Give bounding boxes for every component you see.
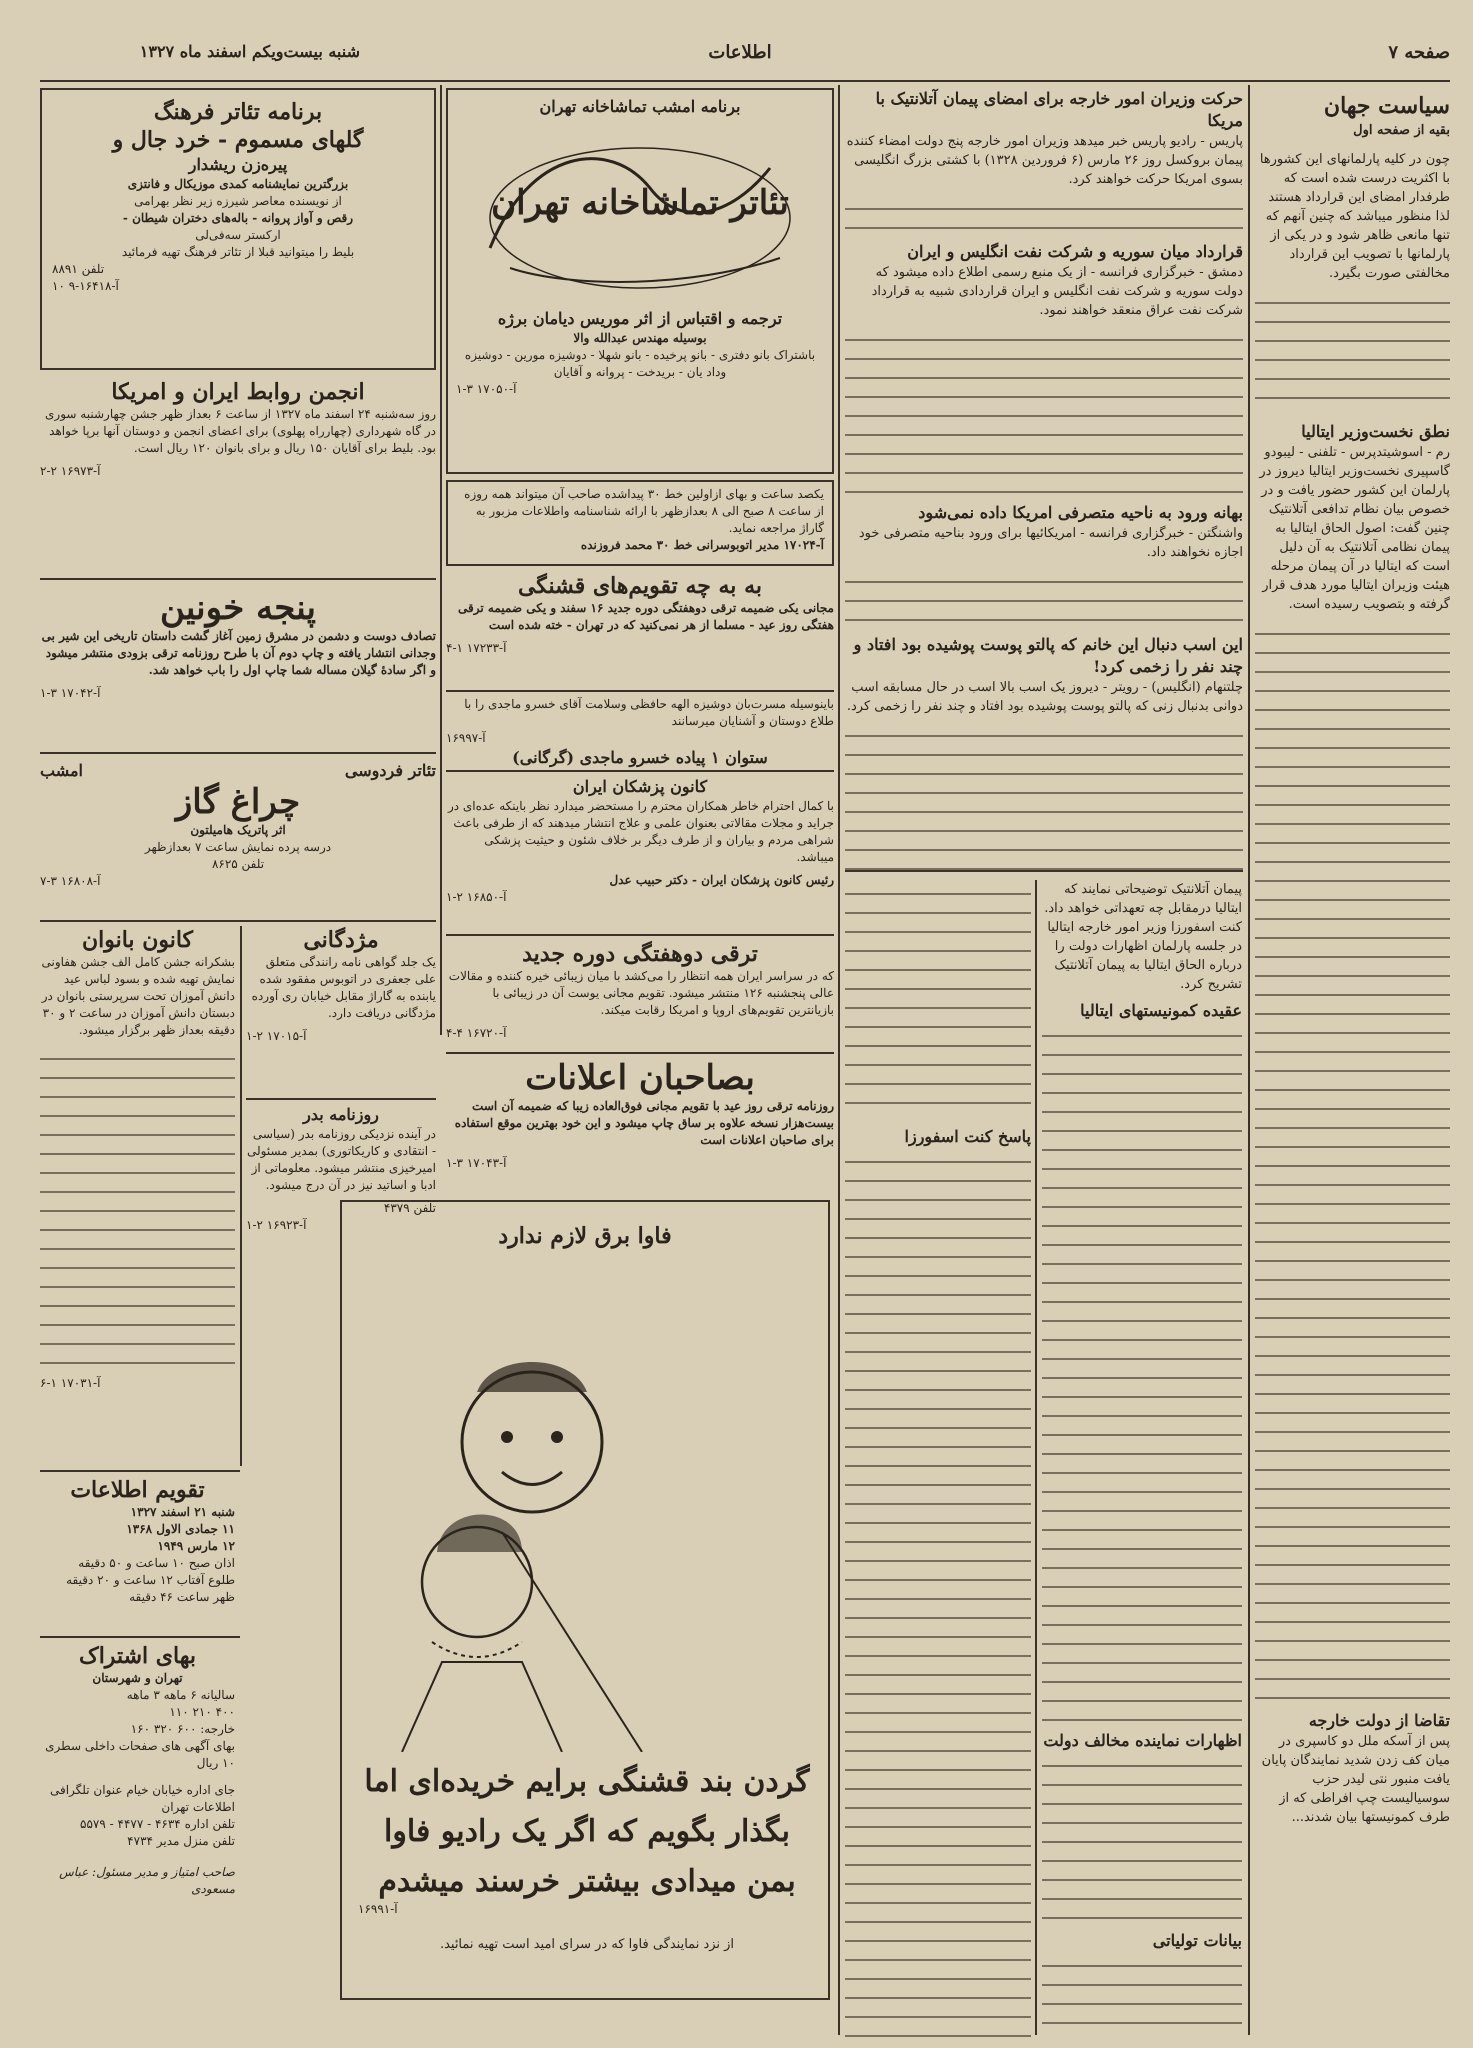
taraqqi-biweekly-ad [446,940,834,1042]
notice-code: آ-۱۷۰۱۵ ۲-۱ [246,1029,307,1043]
ad-footer: از نزد نمایندگی فاوا که در سرای امید است تهیه نمائید. [439,1937,735,1952]
theater-name: تئاتر فردوسی [344,761,436,780]
article-heading: عقیده کمونیستهای ایتالیا [1080,1001,1242,1020]
notice-text: بشکرانه جشن کامل الف جشن هفاونی نمایش تهیه شده و بسود لباس عید دانش آموزان تحت سرپرستی بانوان در دبستان دانش آموزان در ساعت ۲ و ۳۰ دقیقه بعداز ظهر برگزار میشود. [41,955,235,1037]
text-filler [845,568,1243,628]
column-title: سیاست جهان [1323,93,1450,119]
calendar-row: طلوع آفتاب ۱۲ ساعت و ۲۰ دقیقه [66,1573,235,1587]
news-text-1: پاریس - رادیو پاریس خبر میدهد وزیران امور خارجه پنج دولت امضاء کننده پیمان بروکسل روز ۲۶ مارس (۶ فروردین ۱۳۲۸) با کشتی بزرگ انگلیسی بسوی امریکا حرکت خواهند کرد. [846,134,1243,187]
play-code: آ-۱۶۸۰۸ ۳-۷ [40,874,101,888]
ad-title: برنامه تئاتر فرهنگ [153,99,323,125]
office-phones: تلفن اداره ۴۶۳۴ - ۴۴۷۷ - ۵۵۷۹ [80,1817,235,1831]
notice-code: آ-۱۶۸۵۰ ۲-۱ [446,890,507,904]
text-filler [845,326,1243,496]
play-time: درسه پرده نمایش ساعت ۷ بعدازظهر [144,840,332,854]
ad-cast: باشتراک بانو دفتری - بانو پرخیده - بانو شهلا - دوشیزه مورین - دوشیزه وداد یان - بریدخت - پروانه و آقایان [464,348,816,379]
notice-signature: رئیس کانون پزشکان ایران - دکتر حبیب عدل [609,873,834,887]
calendar-row: ظهر ساعت ۴۶ دقیقه [129,1590,235,1604]
section-text-2: پس از آسکه ملل دو کاسپری در میان کف زدن شدید نمایندگان پایان یافت منبور نتی لیدر حزب سوسیالیست چپ افراطی که از طرف کمونیستها بیان شدند... [1261,1734,1450,1825]
ad-line: ارکستر سه‌فی‌لی [195,228,281,242]
ferdowsi-theater-ad [40,760,436,890]
intro-text: چون در کلیه پارلمانهای این کشورها با اکثریت درست شده است که طرفدار امضای این قرارداد هستند لذا منظور میباشد که چنین آنهم که تنها مانعی ظاهر شود و در یکی از پارلمانها با تصویب این قرارداد مخالفتی صورت بگیرد. [1259,152,1450,281]
doctors-society-notice [446,776,834,906]
notice-title: انجمن روابط ایران و امریکا [111,379,365,405]
article-text: پیمان آتلانتیک توضیحاتی نمایند که ایتالیا درمقابل چه تعهداتی خواهد داد. کنت اسفورزا وزیر امور خارجه ایتالیا در جلسه پارلمان اظهارات دولت را درباره الحاق ایتالیا به پیمان آتلانتیک تشریح کرد. [1044,882,1242,992]
logo-text: تئاتر تماشاخانه تهران [491,183,789,223]
advertisers-notice [446,1058,834,1172]
ad-text: مجانی یکی ضمیمه ترقی دوهفتگی دوره جدید ۱۶ سفند و یکی ضمیمه ترقی هفتگی روز عید - مسلما از هر نمی‌کنید که در تهران - خته شده است [458,601,834,632]
column-subtitle: بقیه از صفحه اول [1353,123,1450,138]
ad-title: ترقی دوهفتگی دوره جدید [522,941,758,967]
notice-text: با کمال احترام خاطر همکاران محترم را مستحضر میدارد نظر باینکه عده‌ای در جراید و مجلات مقالاتی بعنوان علمی و علاج انتشار میدهند که از طرفی باعث شراهی مردم و بیاران و از طرف دیگر بر خلاف شئون و حیثیت پزشکی میباشد. [447,799,834,864]
ad-line: بزرگترین نمایشنامه کمدی موزیکال و فانتزی [127,177,349,191]
page-number: صفحه ۷ [1388,42,1450,63]
ad-line: پیره‌زن ریشدار [188,155,288,174]
calendar-row: شنبه ۲۱ اسفند ۱۳۲۷ [130,1505,235,1519]
publisher-signature: صاحب امتیاز و مدیر مسئول: عباس مسعودی [59,1865,235,1896]
news-text-2: دمشق - خبرگزاری فرانسه - از یک منبع رسمی اطلاع داده میشود که دولت سوریه و شرکت نفت انگلیس و ایران قراردادی شبیه به قرارداد شرکت نفت عراق منعقد خواهند نمود. [871,265,1243,318]
text-filler [1042,1022,1242,1722]
notice-text: روز سه‌شنبه ۲۴ اسفند ماه ۱۳۲۷ از ساعت ۶ بعداز ظهر جشن چهارشنبه سوری در گاه شهرداری (چهارراه پهلوی) برای اعضای انجمن و دوستان آنها برپا خواهد بود. بلیط برای آقایان ۱۵۰ ریال و برای بانوان ۱۲۰ ریال است. [45,407,436,455]
text-filler [845,722,1243,872]
notice-title: کانون پزشکان ایران [572,777,708,796]
wedding-code: آ-۱۶۹۹۷ [446,731,486,745]
farhang-theater-ad [40,88,436,370]
italy-communists-article [1042,880,1242,2032]
calendar-row: اذان صبح ۱۰ ساعت و ۵۰ دقیقه [78,1556,235,1570]
women-club-notice [40,926,235,1392]
section-heading: نطق نخست‌وزیر ایتالیا [1301,422,1450,441]
ad-main-line-3: بمن میدادی بیشتر خرسند میشدم [378,1864,796,1899]
text-filler [845,880,1031,1120]
text-filler [1255,620,1450,1700]
ad-main-line-1: گردن بند قشنگی برایم خریده‌ای اما [364,1764,810,1799]
subscription-row: ۴۰۰ ۲۱۰ ۱۱۰ [169,1705,235,1719]
notice-code: آ-۱۷۰۲۴ مدیر اتوبوسرانی خط ۳۰ محمد فروزنده [580,538,824,552]
news-headline-4: این اسب دنبال این خانم که پالتو پوست پوشیده بود افتاد و چند نفر را زخمی کرد! [853,635,1243,676]
subscription-subtitle: تهران و شهرستان [92,1671,183,1685]
play-title: چراغ گاز [175,782,301,822]
ad-line: بلیط را میتوانید قبلا از تئاتر فرهنگ تهیه فرمائید [121,245,355,259]
news-text-4: چلتنهام (انگلیس) - رویتر - دیروز یک اسب بالا اسب در حال مسابقه اسب دوانی بدنبال زنی که پالتو پوست پوشیده بود افتاد و چند نفر را زخمی کرد. [846,680,1243,714]
book-text: تصادف دوست و دشمن در مشرق زمین آغاز گشت داستان تاریخی این شیر بی وجدانی انتشار یافته و چاپ دوم آن با طرح روزنامه ترقی بزودی منتشر میشود و اگر سادهٔ گیلان مساله شما چاپ اول را باب خواهد شد. [41,629,436,677]
book-code: آ-۱۷۰۴۲ ۳-۱ [40,686,101,700]
reward-notice [246,926,436,1045]
news-column [845,88,1243,872]
text-filler [1042,1952,1242,2032]
ad-translation: ترجمه و اقتباس از اثر موریس دیامان برژه [497,309,783,328]
play-phone: تلفن ۸۶۲۵ [211,857,265,871]
ad-main-line-2: بگذار بگویم که اگر یک رادیو فاوا [384,1814,790,1849]
book-title: پنجه خونین [160,588,316,628]
section-heading-2: تقاضا از دولت خارجه [1308,1711,1450,1730]
issue-date: شنبه بیست‌ویکم اسفند ماه ۱۳۲۷ [139,42,360,61]
ad-text: که در سراسر ایران همه انتظار را می‌کشد با میان زیبائی خیره کننده و مقالات عالی پنجشنبه ۱۲۶ منتشر میشود. تقویم مجانی یوست آن در زیبائی با بازیانترین تقویم‌های اروپا و امریکا رقابت میکند. [448,969,834,1017]
ad-code: آ-۱۶۷۲۰ ۴-۴ [446,1026,507,1040]
subscription-box [40,1642,235,1898]
ad-title: به به چه تقویم‌های قشنگی [517,573,763,599]
text-filler [845,1148,1031,2048]
text-filler [1255,289,1450,409]
notice-code: آ-۱۷۰۳۱ ۱-۶ [40,1376,101,1390]
text-filler [1042,1752,1242,1922]
calendars-gift-ad [446,572,834,657]
office-address: جای اداره خیابان خیام عنوان تلگرافی اطلاعات تهران [49,1783,235,1814]
ad-code: آ-۱۷۲۳۳ ۱-۴ [446,641,507,655]
wedding-announcement [446,696,834,769]
text-filler [845,195,1243,235]
bloody-hand-book-ad [40,588,436,702]
ad-code: آ-۱۷۰۵۰ ۳-۱ [456,382,517,396]
wedding-text: باینوسیله مسرت‌بان دوشیزه الهه حافظی وسلامت آقای خسرو ماجدی را با طلاع دوستان و آشنایان میرسانند [464,697,834,728]
manager-phone: تلفن منزل مدیر ۴۷۳۴ [127,1834,235,1848]
subscription-title: بهای اشتراک [79,1643,196,1669]
tonight-tag: امشب [40,761,83,780]
ad-line: از نویسنده معاصر شیرزه زیر نظر بهرامی [134,194,342,208]
notice-title: کانون بانوان [81,927,194,953]
article-subheading-sforza: پاسخ کنت اسفورزا [904,1127,1031,1146]
wedding-names: ستوان ۱ پیاده خسرو ماجدی (گرگانی) [512,748,768,767]
calendar-title: تقویم اطلاعات [70,1477,205,1503]
notice-code: آ-۱۷۰۴۳ ۳-۱ [446,1156,507,1170]
ad-line: گلهای مسموم - خرد جال و [112,127,364,153]
news-headline-3: بهانه ورود به ناحیه متصرفی امریکا داده نمی‌شود [918,503,1243,522]
ad-line: رقص و آواز پروانه - باله‌های دختران شیطان - [122,211,354,225]
theater-logo [470,128,810,298]
news-headline-1: حرکت وزیران امور خارجه برای امضای پیمان آتلانتیک با مریکا [875,89,1243,130]
ad-translator: بوسیله مهندس عبدالله والا [573,331,707,345]
calendar-box [40,1476,235,1606]
notice-phone: تلفن ۴۳۷۹ [383,1201,436,1215]
notice-title: بصاحبان اعلانات [525,1058,755,1098]
notice-text: در آینده نزدیکی روزنامه بدر (سیاسی - انتقادی و کاریکاتوری) بمدیر مسئولی امیرخیزی منتشر میشود. معلوماتی از ادبا و اساتید نیز در آن درج میشود. [246,1127,436,1192]
subscription-row: بهای آگهی های صفحات داخلی سطری ۱۰ ریال [45,1739,235,1770]
calendar-row: ۱۱ جمادی الاول ۱۳۶۸ [126,1522,235,1536]
notice-title: مژدگانی [303,927,379,953]
found-item-notice [446,480,834,566]
section-text: رم - اسوشیتدپرس - تلفنی - لیبودو گاسپیری نخست‌وزیر ایتالیا دیروز در پارلمان این کشور حضور یافت و در خصوص بیان نظام تدافعی آتلانتیک چنین گفت: اصول الحاق ایتالیا به پیمان نظامی آتلانتیک به آن دلیل است که ایتالیا در آن پیمان مرحله هیئت وزیران ایتالیا مورد هدف قرار گرفته و بتصویب رسیده است. [1259,445,1450,612]
ad-header: برنامه امشب تماشاخانه تهران [539,97,741,116]
play-author: اثر پاتریک هامیلتون [190,823,286,837]
notice-title: روزنامه بدر [303,1105,379,1124]
notice-text: روزنامه ترقی روز عید با تقویم مجانی فوق‌العاده زیبا که ضمیمه آن است بیست‌هزار نسخه علاوه بر ساق چاپ میشود و این خود بهترین موقع استفاده برای صاحبان اعلانات است [454,1099,834,1147]
world-politics-column [1255,92,1450,1833]
article-subheading-opposition: اظهارات نماینده مخالف دولت [1043,1731,1242,1750]
iran-america-society-notice [40,378,436,480]
notice-code: آ-۱۶۹۲۳ ۲-۱ [246,1218,307,1232]
subscription-row: خارجه: ۶۰۰ ۳۲۰ ۱۶۰ [130,1722,235,1736]
ad-code: آ-۱۶۹۹۱ [358,1902,398,1916]
news-text-3: واشنگتن - خبرگزاری فرانسه - امریکائیها برای ورود بناحیه متصرفی خود اجازه نخواهند داد. [858,526,1243,560]
tehran-theater-ad [446,88,834,474]
couple-illustration [382,1332,682,1752]
news-headline-2: قرارداد میان سوریه و شرکت نفت انگلیس و ایران [907,242,1243,261]
newspaper-name: اطلاعات [708,42,772,63]
article-subheading-togliatti: بیانات تولیاتی [1152,1931,1242,1950]
notice-code: آ-۱۶۹۷۳ ۲-۲ [40,464,101,478]
notice-text: یکصد ساعت و بهای ازاولین خط ۳۰ پیداشده صاحب آن میتواند همه روزه از ساعت ۸ صبح الی ۸ بعدازظهر با ارائه شناسنامه واطلاعات مزبور به گاراژ مراجعه نماید. [464,487,824,535]
ad-phone: تلفن ۸۸۹۱ [52,262,105,276]
ad-code: آ-۱۶۴۱۸-۹ ۱۰ [52,279,119,293]
subscription-row: سالیانه ۶ ماهه ۳ ماهه [126,1688,235,1702]
italy-communists-article-cont [845,880,1031,2048]
ad-top-text: فاوا برق لازم ندارد [498,1223,672,1249]
calendar-row: ۱۲ مارس ۱۹۴۹ [157,1539,235,1553]
notice-text: یک جلد گواهی نامه رانندگی متعلق علی جعفری در اتوبوس مفقود شده یابنده به گاراژ مقابل خیابان ری آورده مژدگانی دریافت دارد. [251,955,436,1020]
faava-radio-ad [340,1200,830,2000]
text-filler [40,1045,235,1375]
